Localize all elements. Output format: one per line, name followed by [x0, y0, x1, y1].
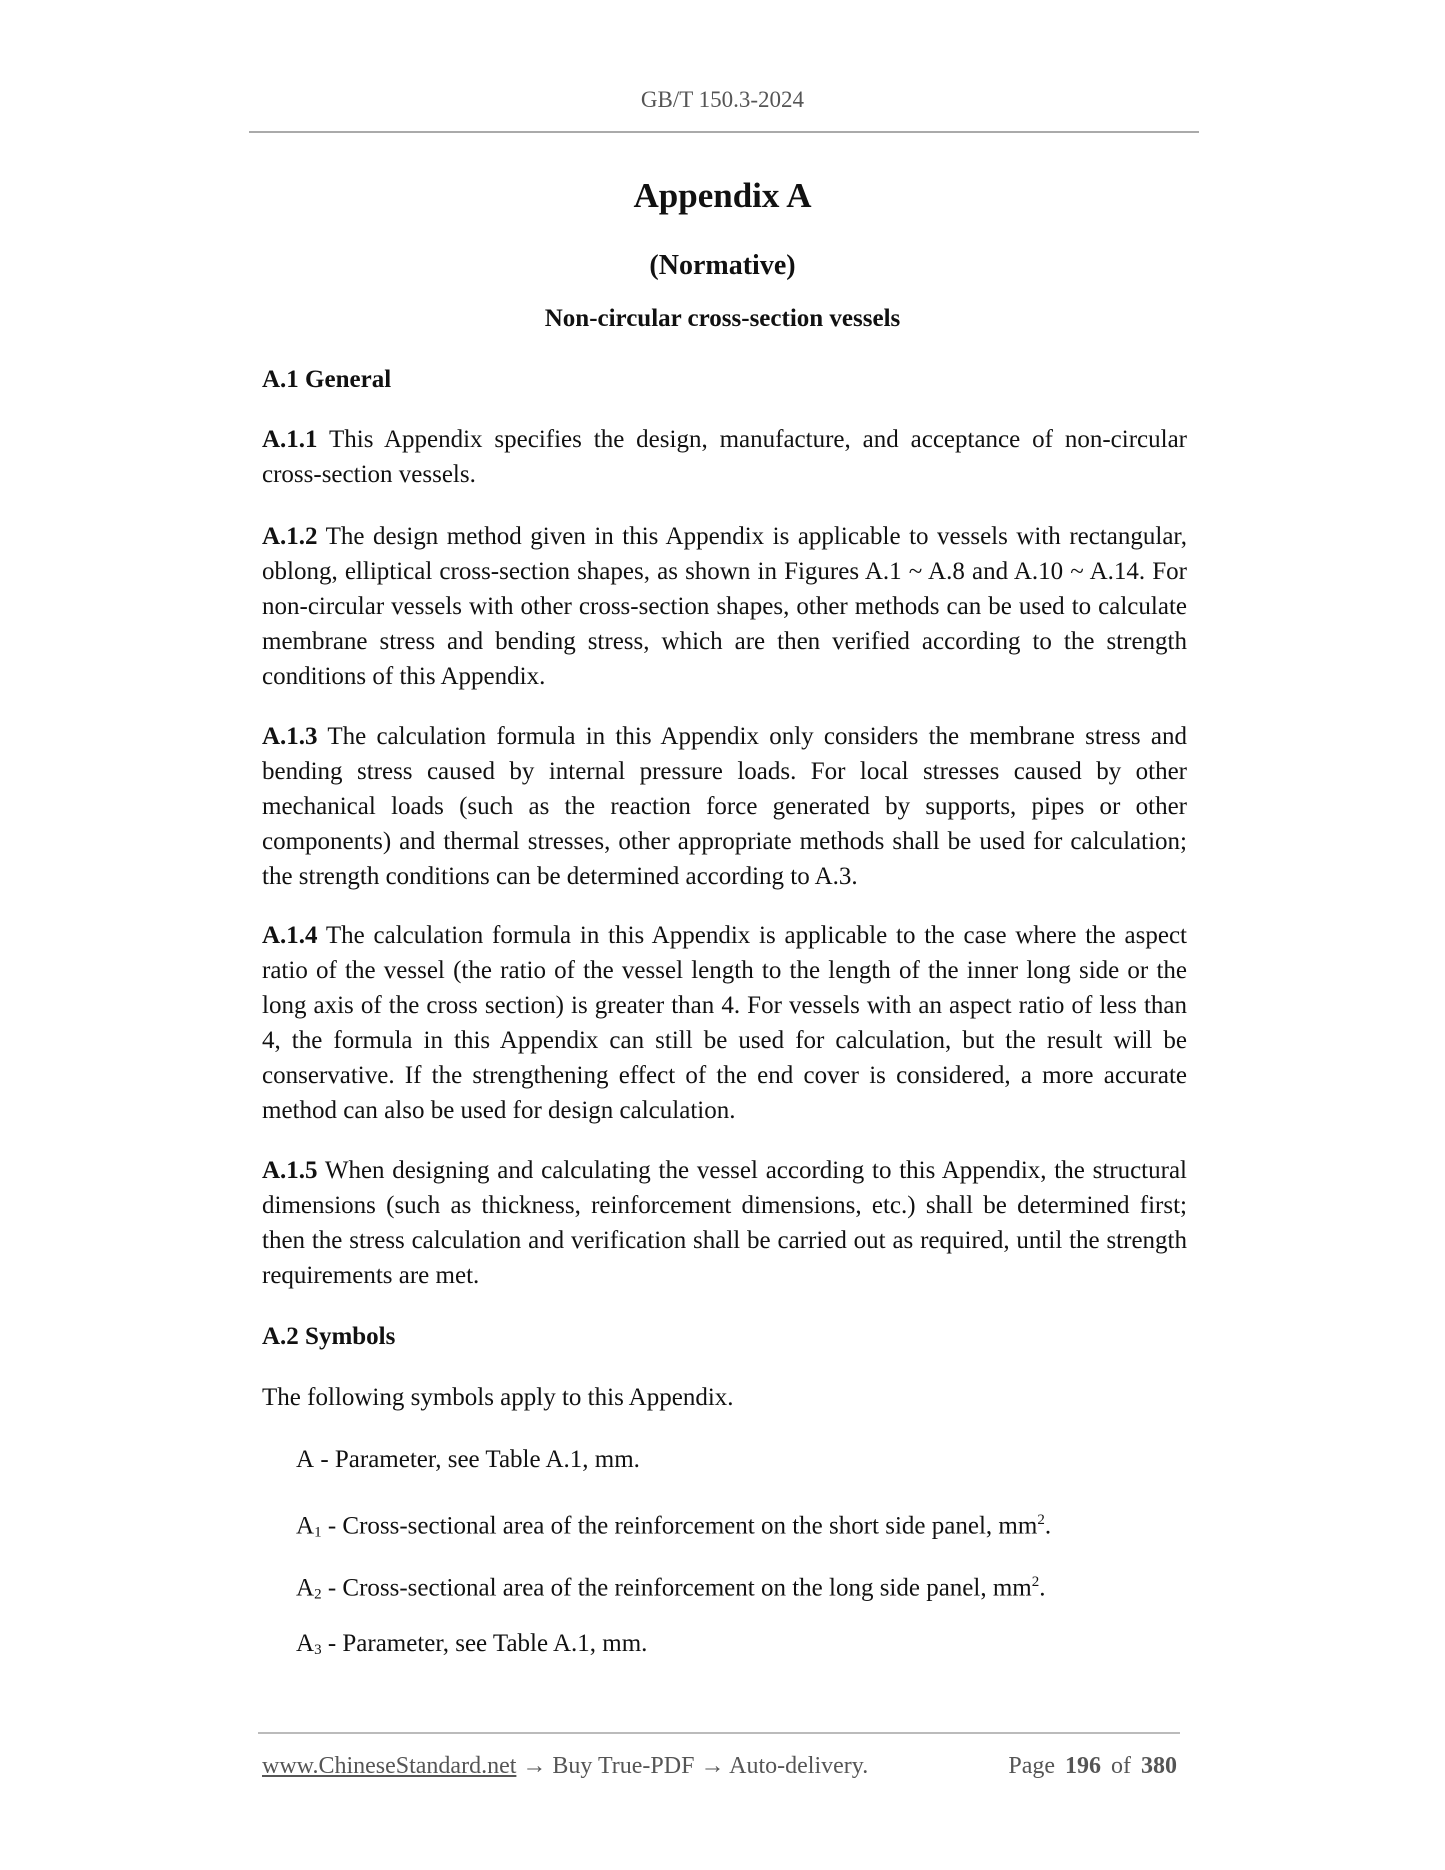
clause-a1-3	[262, 719, 1187, 894]
clause-text: When designing and calculating the vessel according to this Appendix, the structural dimensions (such as thickness, reinforcement dimensions, etc.) shall be determined first; then the stress calculation and verification shall be carried out as required, until the strength requirements are met.	[262, 1157, 1187, 1289]
clause-number: A.1.4	[262, 922, 318, 949]
section-heading-a1: A.1 General	[262, 366, 392, 393]
clause-a1-4	[262, 918, 1187, 1128]
symbol-entry: $A_1$ - Cross-sectional area of the reinforcement on the short side panel, $mm^2$.	[296, 1512, 1052, 1541]
appendix-title: Appendix A	[633, 176, 812, 215]
clause-number: A.1.3	[262, 723, 318, 750]
symbol-entry: $A_3$ - Parameter, see Table A.1, mm.	[296, 1630, 648, 1658]
clause-text: The calculation formula in this Appendix is applicable to the case where the aspect ratio of the vessel (the ratio of the vessel length to the length of the inner long side or the long axis of the cross section) is greater than 4. For vessels with an aspect ratio of less than 4, the formula in this Appendix can still be used for calculation, but the result will be conservative. If the strengthening effect of the end cover is considered, a more accurate method can also be used for design calculation.	[262, 922, 1187, 1124]
page-indicator: Page 196 of 380	[1008, 1753, 1177, 1779]
appendix-type: (Normative)	[649, 250, 796, 281]
clause-text: This Appendix specifies the design, manufacture, and acceptance of non-circular cross-section vessels.	[262, 426, 1187, 488]
clause-a1-1	[262, 422, 1187, 492]
total-pages: 380	[1141, 1753, 1177, 1779]
appendix-subtitle: Non-circular cross-section vessels	[544, 305, 901, 332]
clause-number: A.1.5	[262, 1157, 318, 1184]
clause-number: A.1.2	[262, 523, 318, 550]
buy-text: Buy True-PDF	[552, 1753, 695, 1779]
clause-a1-2	[262, 519, 1187, 694]
symbol-entry: $A_2$ - Cross-sectional area of the reinforcement on the long side panel, $mm^2$.	[296, 1574, 1046, 1603]
header-divider	[249, 131, 1199, 133]
clause-text: The design method given in this Appendix is applicable to vessels with rectangular, oblong, elliptical cross-section shapes, as shown in Figures A.1 ~ A.8 and A.10 ~ A.14. For non-circular vessels with other cross-section shapes, other methods can be used to calculate membrane stress and bending stress, which are then verified according to the strength conditions of this Appendix.	[262, 523, 1187, 690]
symbols-intro: The following symbols apply to this Appendix.	[262, 1384, 734, 1411]
section-heading-a2: A.2 Symbols	[262, 1323, 396, 1350]
clause-a1-5	[262, 1153, 1187, 1293]
clause-number: A.1.1	[262, 426, 318, 453]
arrow-icon: →	[522, 1753, 547, 1779]
document-header: GB/T 150.3-2024	[640, 87, 805, 112]
delivery-text: Auto-delivery.	[729, 1753, 869, 1779]
clause-text: The calculation formula in this Appendix only considers the membrane stress and bending stress caused by internal pressure loads. For local stresses caused by other mechanical loads (such as the reaction force generated by supports, pipes or other components) and thermal stresses, other appropriate methods shall be used for calculation; the strength conditions can be determined according to A.3.	[262, 723, 1187, 890]
website-link[interactable]: www.ChineseStandard.net	[262, 1753, 517, 1779]
footer-promo	[262, 1751, 868, 1781]
current-page: 196	[1065, 1753, 1101, 1779]
arrow-icon: →	[700, 1753, 725, 1779]
footer-divider	[258, 1732, 1180, 1734]
symbol-entry: A - Parameter, see Table A.1, mm.	[296, 1446, 640, 1473]
